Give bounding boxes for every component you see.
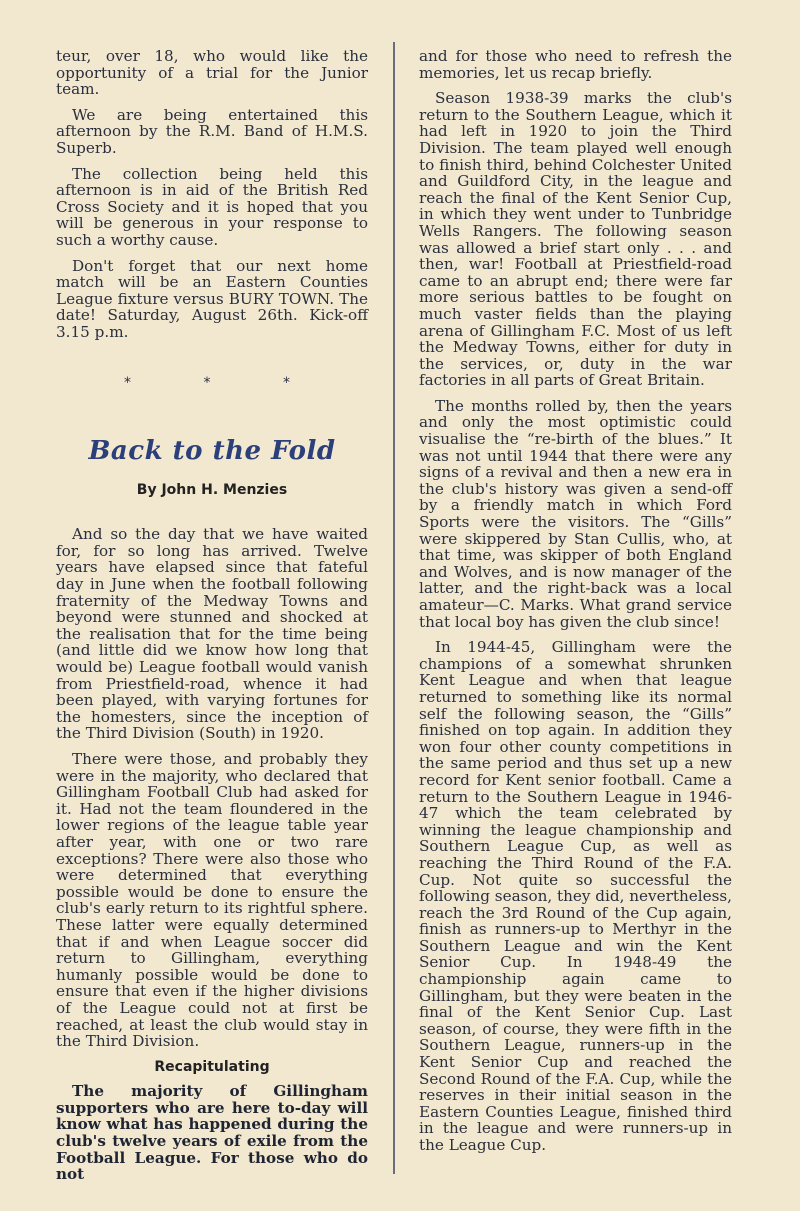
- divider-star: *: [124, 374, 142, 391]
- right-column: [419, 48, 732, 1163]
- recap-intro-paragraph: The majority of Gillingham supporters who are here to-day will know what has happened during the club's twelve years of exile from the Football League. For those who do not: [56, 1082, 368, 1184]
- post-war-record-paragraph: In 1944-45, Gillingham were the champions of a somewhat shrunken Kent League and when that league returned to something like its normal self the following season, the “Gills” finished on top again. In addition they won four other county competitions in the same period and thus set up a new record for Kent senior football. Came a return to the Southern League in 1946-47 which the team celebrated by winning the league championship and Southern League Cup, as well as reaching the Third Round of the F.A. Cup. Not quite so successful the following season, they did, nevertheless, reach the 3rd Round of the Cup again, finish as runners-up to Merthyr in the Southern League and win the Kent Senior Cup. In 1948-49 the championship again came to Gillingham, but they were beaten in the final of the Kent Senior Cup. Last season, of course, they were fifth in the Southern League, runners-up in the Kent Senior Cup and reached the Second Round of the F.A. Cup, while the reserves in their initial season in the Eastern Counties League, finished third in the league and were runners-up in the League Cup.: [419, 638, 732, 1154]
- article-headline: Back to the Fold: [88, 436, 336, 467]
- column-divider: [393, 42, 395, 1174]
- band-notice-paragraph: We are being entertained this afternoon by the R.M. Band of H.M.S. Superb.: [56, 105, 368, 157]
- section-divider-stars: [56, 375, 368, 392]
- season-1938-paragraph: Season 1938-39 marks the club's return to the Southern League, which it had left in 1920 to join the Third Division. The team played well enough to finish third, behind Colchester United and Guildford City, in the league and reach the final of the Kent Senior Cup, in which they went under to Tunbridge Wells Rangers. The following season was allowed a brief start only . . . and then, war! Football at Priestfield-road came to an abrupt end; there were far more serious battles to be fought on much vaster fields than the playing arena of Gillingham F.C. Most of us left the Medway Towns, either for duty in the services, or, duty in the war factories in all parts of Great Britain.: [419, 89, 732, 390]
- article-second-paragraph: There were those, and probably they were in the majority, who declared that Gillingham Football Club had asked for it. Had not the team floundered in the lower regions of the league table year after year, with one or two rare exceptions? There were also those who were determined that everything possible would be done to ensure the club's early return to its rightful sphere. These latter were equally determined that if and when League soccer did return to Gillingham, everything humanly possible would be done to ensure that even if the higher divisions of the League could not at first be reached, at least the club would stay in the Third Division.: [56, 750, 368, 1051]
- article-intro-paragraph: And so the day that we have waited for, for so long has arrived. Twelve years have elapsed since that fateful day in June when the football following fraternity of the Medway Towns and beyond were stunned and shocked at the realisation that for the time being (and little did we know how long that would be) League football would vanish from Priestfield-road, whence it had been played, with varying fortunes for the homesters, since the inception of the Third Division (South) in 1920.: [56, 525, 368, 743]
- recap-continuation-paragraph: and for those who need to refresh the memories, let us recap briefly.: [419, 47, 732, 82]
- collection-notice-paragraph: The collection being held this afternoon is in aid of the British Red Cross Society and it is hoped that you will be generous in your response to such a worthy cause.: [56, 164, 368, 249]
- article-subheading: Recapitulating: [154, 1058, 270, 1075]
- divider-star: *: [282, 374, 300, 391]
- article-byline: By John H. Menzies: [136, 481, 288, 498]
- next-match-notice-paragraph: Don't forget that our next home match will be an Eastern Counties League fixture versus BURY TOWN. The date! Saturday, August 26th. Kick-off 3.15 p.m.: [56, 256, 368, 341]
- divider-star: *: [203, 374, 221, 391]
- trial-notice-paragraph: teur, over 18, who would like the opportunity of a trial for the Junior team.: [56, 47, 368, 99]
- left-column: [56, 48, 368, 1192]
- revival-paragraph: The months rolled by, then the years and only the most optimistic could visualise the “re-birth of the blues.” It was not until 1944 that there were any signs of a revival and then a new era in the club's history was given a send-off by a friendly match in which Ford Sports were the visitors. The “Gills” were skippered by Stan Cullis, who, at that time, was skipper of both England and Wolves, and is now manager of the latter, and the right-back was a local amateur—C. Marks. What grand service that local boy has given the club since!: [419, 396, 732, 631]
